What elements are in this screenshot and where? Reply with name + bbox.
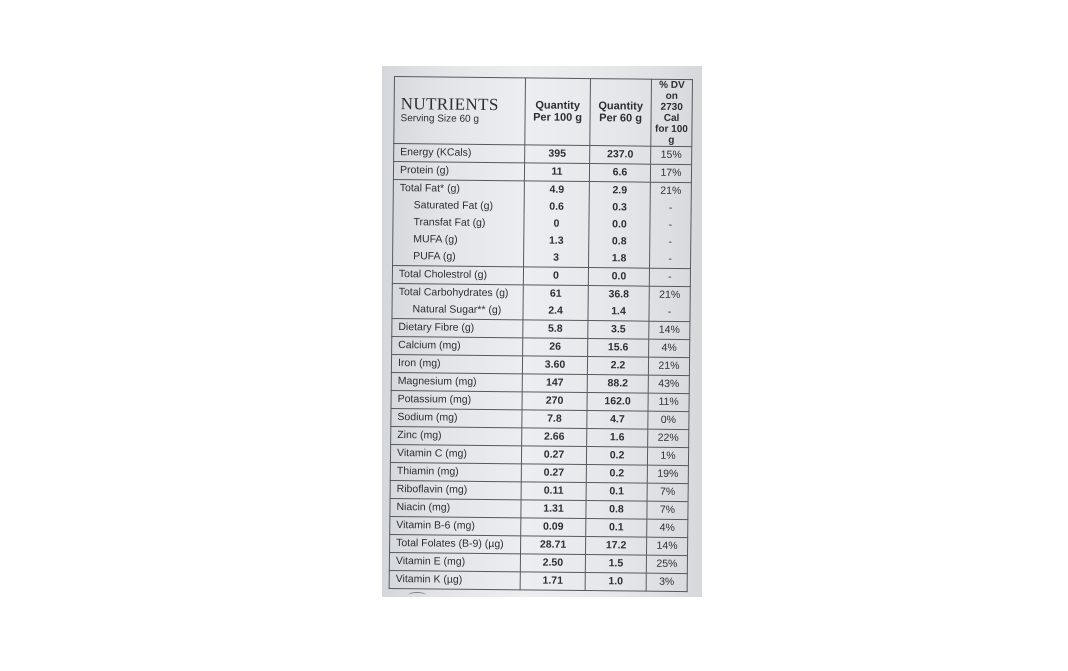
dv-value: 11% [648,393,689,411]
nutrient-name: Transfat Fat (g) [393,214,524,232]
per60-header-line1: Quantity [598,100,644,113]
table-row [394,144,692,165]
dv-value: 4% [649,339,690,357]
per100-value: 0 [524,215,589,233]
nutrient-name: Sodium (mg) [391,408,522,427]
table-row [389,570,687,591]
per60-value: 0.1 [586,483,647,502]
per100-value: 0.11 [521,482,586,501]
table-row [392,265,690,286]
dv-value: 17% [650,164,691,182]
table-row [391,372,689,393]
dv-header-line3: for 100 g [654,123,688,146]
per60-value: 36.8 [588,286,649,304]
dv-header-line1: % DV on [659,79,685,102]
dv-value: - [649,268,690,286]
nutrition-table [389,76,693,592]
per60-value: 0.0 [588,268,649,287]
dv-value: 22% [648,429,689,447]
nutrient-name: Potassium (mg) [391,390,522,409]
nutrient-name: Iron (mg) [391,354,522,373]
table-row [390,462,688,483]
per60-header-line2: Per 60 g [599,112,643,125]
per100-value: 1.31 [521,500,586,519]
per100-value: 2.50 [520,554,585,573]
per100-value: 0.6 [524,198,589,216]
per60-value: 162.0 [587,393,648,412]
per60-value: 0.2 [586,447,647,466]
per60-value: 1.5 [585,555,646,574]
dv-value: 4% [647,519,688,537]
table-row [392,336,690,357]
per100-value: 28.71 [521,536,586,555]
per60-value: 1.4 [588,303,649,321]
table-row [392,318,690,339]
per100-header [525,78,591,146]
table-row [391,408,689,429]
per100-value: 1.71 [520,572,585,591]
nutrient-name: Calcium (mg) [392,336,523,355]
per100-value: 4.9 [524,181,589,199]
nutrient-name: MUFA (g) [393,231,524,249]
dv-value: - [650,217,691,234]
nutrient-name: Dietary Fibre (g) [392,318,523,337]
dv-value: - [649,304,690,322]
nutrient-name: Magnesium (mg) [391,372,522,391]
dv-value: 14% [646,537,687,555]
nutrition-label [389,76,692,592]
per100-value: 0.09 [521,518,586,537]
per100-value: 147 [522,374,587,393]
dv-header-line2: 2730 Cal [660,101,683,124]
dv-value: 7% [647,501,688,519]
per60-value: 1.6 [587,429,648,448]
per60-header [590,79,652,147]
dv-header [651,79,693,146]
nutrient-name: Zinc (mg) [391,426,522,445]
nutrient-name: Saturated Fat (g) [393,197,524,215]
per100-value: 3.60 [522,356,587,375]
per60-value: 0.2 [586,465,647,484]
per60-value: 0.3 [589,199,650,217]
per60-value: 2.9 [589,182,650,200]
nutrient-name: Total Folates (B-9) (µg) [390,534,521,553]
table-row [390,534,688,555]
per100-header-line2: Per 100 g [533,111,583,124]
per100-value: 1.3 [524,232,589,250]
dv-value: 43% [648,375,689,393]
dv-value: 25% [646,555,687,573]
dv-value: 14% [649,321,690,339]
per60-value: 88.2 [587,375,648,394]
table-row [390,480,688,501]
nutrient-name: Niacin (mg) [390,498,521,517]
table-row [389,552,687,573]
dv-value: 3% [646,573,687,591]
nutrient-name: Natural Sugar** (g) [392,301,523,320]
per100-value: 2.66 [522,428,587,447]
per60-value: 1.8 [589,250,650,268]
per100-value: 270 [522,392,587,411]
dv-value: 7% [647,483,688,501]
table-row [391,390,689,411]
per100-value: 7.8 [522,410,587,429]
per100-value: 26 [523,338,588,357]
nutrient-name: Energy (KCals) [394,144,525,163]
table-row [390,444,688,465]
per100-value: 0.27 [521,446,586,465]
dv-value: 0% [648,411,689,429]
per100-value: 11 [524,163,589,182]
nutrient-name: Riboflavin (mg) [390,480,521,499]
per60-value: 0.0 [589,216,650,234]
nutrition-rows [389,144,692,592]
dv-value: 1% [647,447,688,465]
label-title: NUTRIENTS [400,94,499,115]
dv-value: - [650,200,691,217]
nutrient-name: Vitamin B-6 (mg) [390,516,521,535]
per60-value: 17.2 [585,537,646,556]
nutrient-name: Thiamin (mg) [390,462,521,481]
per60-value: 15.6 [588,339,649,358]
per60-value: 4.7 [587,411,648,430]
dv-value: - [650,234,691,251]
per60-value: 237.0 [590,146,651,165]
per60-value: 0.8 [586,501,647,520]
dv-value: 21% [648,357,689,375]
per60-value: 0.8 [589,233,650,251]
per100-value: 2.4 [523,302,588,320]
per60-value: 0.1 [586,519,647,538]
dv-value: 19% [647,465,688,483]
nutrient-name: Total Fat* (g) [393,179,524,198]
per100-value: 5.8 [523,320,588,339]
table-row [391,426,689,447]
per100-value: 3 [524,249,589,267]
per100-value: 395 [525,145,590,164]
table-header-row [394,77,693,147]
per60-value: 6.6 [589,164,650,183]
nutrients-header [394,77,526,145]
dv-value: 15% [651,146,692,164]
nutrient-name: Vitamin K (µg) [389,570,520,589]
per60-value: 1.0 [585,573,646,592]
product-label-photo [382,66,702,597]
table-row [391,354,689,375]
per100-value: 0 [523,267,588,286]
per100-value: 61 [523,285,588,303]
per60-value: 3.5 [588,321,649,340]
dv-value: - [650,251,691,269]
serving-size: Serving Size 60 g [400,113,479,125]
nutrient-name: Protein (g) [393,162,524,181]
per100-value: 0.27 [521,464,586,483]
nutrient-name: PUFA (g) [393,248,524,267]
nutrient-name: Total Cholestrol (g) [392,265,523,284]
nutrient-name: Total Carbohydrates (g) [392,283,523,302]
table-row [393,162,691,183]
per60-value: 2.2 [587,357,648,376]
per100-header-line1: Quantity [535,99,581,112]
nutrient-name: Vitamin E (mg) [389,552,520,571]
nutrient-name: Vitamin C (mg) [390,444,521,463]
table-row [390,516,688,537]
partial-text-mark [408,592,426,598]
table-row [390,498,688,519]
dv-value: 21% [650,182,691,200]
dv-value: 21% [649,286,690,304]
